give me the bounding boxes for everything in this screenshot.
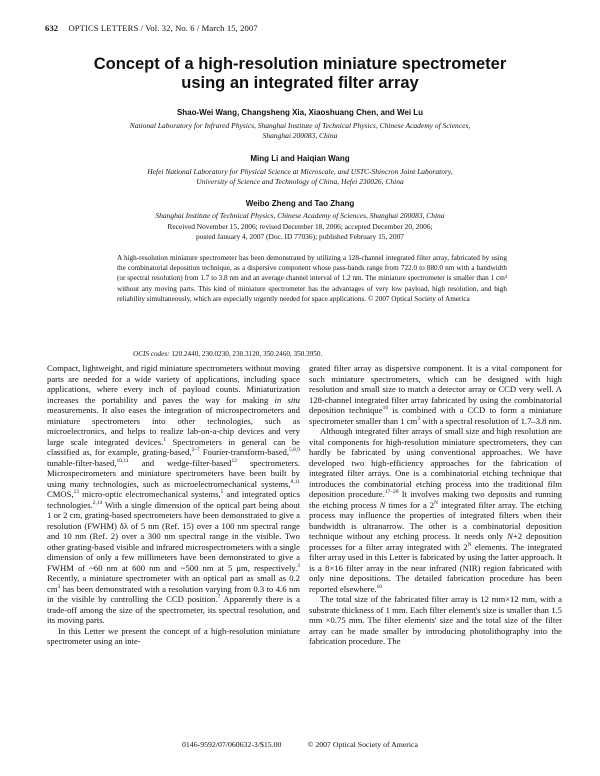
abstract: A high-resolution miniature spectrometer has been demonstrated by utilizing a 128-channel integrated filter array, fabricated by using the combinatorial deposition technique, as a dispersive component whose pass-bands range from 722.0 to 880.0 nm with a bandwidth (or spectral resolution) from 1.7 to 3.8 nm and an average channel interval of 1.2 nm. The miniature spectrometer is smaller than 1 cm³ without any moving parts. This kind of miniature spectrometer has the advantages of very low payload, high resolution, and high reliability simultaneously, which are especially urgently needed for space applications. © 2007 Optical Society of America xyxy=(117,254,507,303)
author-group-2: Ming Li and Haiqian Wang xyxy=(250,154,350,163)
paragraph: Compact, lightweight, and rigid miniature spectrometers without moving parts are needed for a wide variety of applications, including space applications, where every inch of payload counts. Miniaturization increases the portability and paves the way for making in situ measurements. It also eases the integration of microspectrometers and miniature spectrometers into other technologies, such as microelectronics, and helps to realize lab-on-a-chip devices and very large scale integrated devices.$^1$ Spectrometers in general can be classified as, for example, grating-based,$^{2-7}$ Fourier-transform-based,$^{5,8,9}$ tunable-filter-based,$^{10,11}$ and wedge-filter-based$^{12}$ spectrometers. Microspectrometers and miniature spectrometers have been built by using many technologies, such as microelectromechanical systems,$^{8,11}$ CMOS,$^{13}$ micro-optic electromechanical systems,$^5$ and integrated optics technologies.$^{2,14}$ With a single dimension of the optical part being about 1 or 2 cm, grating-based spectrometers have been demonstrated to give a resolution (FWHM) δλ of 5 nm (Ref. 15) over a 100 nm spectral range and 10 nm (Ref. 2) over a 300 nm spectral range in the visible. Two other grating-based visible and infrared microspectrometers with a single dimension of only a few millimeters have been demonstrated to give a FWHM of ~60 nm at 600 nm and ~500 nm at 5 μm, respectively.$^3$ Recently, a miniature spectrometer with an optical part as small as 0.2 $cm^3$ has been demonstrated with a resolution varying from 0.3 to 4.6 nm in the visible by controlling the CCD position.$^7$ Apparently there is a trade-off among the size of the spectrometer, its spectral resolution, and its moving parts. xyxy=(47,363,300,625)
running-header xyxy=(45,23,258,33)
affiliation-2-line-2: University of Science and Technology of China, Hefei 230026, China xyxy=(196,177,404,186)
paragraph: Although integrated filter arrays of small size and high resolution are vital components for high-resolution miniature spectrometers, they can hardly be fabricated by using conventional approaches. We have developed two high-efficiency approaches for the fabrication of integrated filter arrays. One is a combinatorial etching technique that introduces the combinatorial etching process into the traditional film deposition procedure.$^{17-20}$ It involves making two deposits and running the etching process N times for a $2^N$ integrated filter array. The etching process may influence the properties of integrated filters when their bandwidth is ultranarrow. The other is a combinatorial deposition technique without any etching process. It needs only N+2 deposition processes for a filter array integrated with $2^N$ elements. The integrated filter array used in this Letter is fabricated by using the latter approach. It is a 8×16 filter array in the near infrared (NIR) region fabricated with only nine depositions. The detailed fabrication procedure has been reported elsewhere.$^{16}$ xyxy=(309,426,562,594)
title-line-2: using an integrated filter array xyxy=(181,74,419,92)
footer-copyright: © 2007 Optical Society of America xyxy=(307,740,418,749)
paragraph: The total size of the fabricated filter array is 12 mm×12 mm, with a substrate thickness of 1 mm. Each filter element's size is smaller than 1.5 mm ×0.75 mm. The filter elements' size and the total size of the filter array can be made smaller by introducing photolithography into the fabrication procedure. The xyxy=(309,594,562,646)
affiliation-2-line-1: Hefei National Laboratory for Physical Science at Microscale, and USTC-Shincron Joint Laboratory, xyxy=(147,167,453,176)
author-group-3: Weibo Zheng and Tao Zhang xyxy=(245,199,355,208)
paragraph: In this Letter we present the concept of a high-resolution miniature spectrometer using an inte- xyxy=(47,625,300,646)
ocis-codes xyxy=(133,350,322,358)
journal-info: OPTICS LETTERS / Vol. 32, No. 6 / March 15, 2007 xyxy=(68,23,258,33)
affiliation-1 xyxy=(60,121,540,141)
body-column-left xyxy=(47,363,300,647)
dates-line-1: Received November 15, 2006; revised December 18, 2006; accepted December 20, 2006; xyxy=(167,222,433,231)
page-number: 632 xyxy=(45,23,59,33)
affiliation-3-line-1: Shanghai Institute of Technical Physics, Chinese Academy of Sciences, Shanghai 200083, China xyxy=(155,211,445,220)
title-line-1: Concept of a high-resolution miniature spectrometer xyxy=(93,55,507,73)
body-column-right xyxy=(309,363,562,647)
article-title xyxy=(40,55,560,93)
affiliation-1-line-2: Shanghai 200083, China xyxy=(262,131,338,140)
paragraph: grated filter array as dispersive component. It is a vital component for such miniature spectrometers, which can be designed with high resolution and small size to match a detector array or CCD very well. A 128-channel integrated filter array fabricated by using the combinatorial deposition technique$^{16}$ is combined with a CCD to form a miniature spectrometer smaller than 1 $cm^3$ with a spectral resolution of 1.7–3.8 nm. xyxy=(309,363,563,426)
page-footer xyxy=(0,740,600,749)
publication-dates xyxy=(90,222,510,242)
ocis-label: OCIS codes: xyxy=(133,350,170,358)
affiliation-1-line-1: National Laboratory for Infrared Physics, Shanghai Institute of Technical Physics, Chinese Academy of Sciences, xyxy=(129,121,471,130)
affiliation-2 xyxy=(60,167,540,187)
affiliation-3 xyxy=(60,211,540,221)
dates-line-2: posted January 4, 2007 (Doc. ID 77036); published February 15, 2007 xyxy=(196,232,404,241)
author-group-1: Shao-Wei Wang, Changsheng Xia, Xiaoshuang Chen, and Wei Lu xyxy=(176,108,424,117)
ocis-values: 120.2440, 230.0230, 230.3120, 350.2460, 350.3950. xyxy=(171,350,323,358)
footer-code: 0146-9592/07/060632-3/$15.00 xyxy=(182,740,282,749)
